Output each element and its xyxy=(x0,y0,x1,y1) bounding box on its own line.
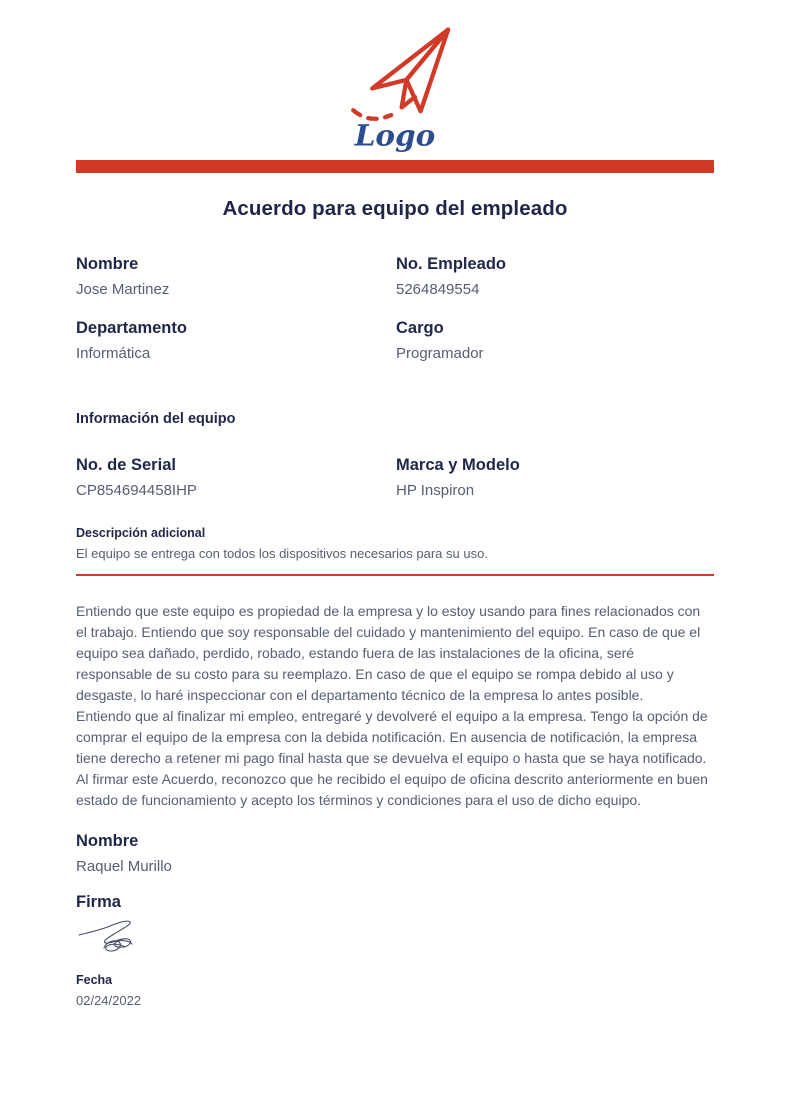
field-value: HP Inspiron xyxy=(396,482,475,499)
field-marca-modelo xyxy=(396,456,714,499)
agreement-paragraph: Al firmar este Acuerdo, reconozco que he recibido el equipo de oficina descrito anteriormente en buen estado de funcionamiento y acepto los términos y condiciones para el uso de dicho equipo. xyxy=(76,771,708,808)
page-title: Acuerdo para equipo del empleado xyxy=(222,197,568,220)
description-value: El equipo se entrega con todos los dispositivos necesarios para su uso. xyxy=(76,546,488,561)
signer-name-label: Nombre xyxy=(76,832,139,850)
fecha-label: Fecha xyxy=(76,973,113,987)
section-heading-equipo: Información del equipo xyxy=(76,411,236,427)
field-departamento xyxy=(76,319,396,362)
field-value: 5264849554 xyxy=(396,281,480,298)
agreement-paragraph: Entiendo que este equipo es propiedad de la empresa y lo estoy usando para fines relacionados con el trabajo. Entiendo que soy responsable del cuidado y mantenimiento del equipo. En caso de que el equipo sea dañado, perdido, robado, estando fuera de las instalaciones de la oficina, seré responsable de su costo para su reemplazo. En caso de que el equipo se rompa debido al uso y desgaste, lo haré inspeccionar con el departamento técnico de la empresa lo antes posible. xyxy=(76,603,701,703)
logo-text: Logo xyxy=(354,117,436,152)
employee-fields xyxy=(76,255,714,362)
accent-bar xyxy=(76,160,714,173)
field-value: Programador xyxy=(396,345,484,362)
paper-plane-icon xyxy=(319,22,471,152)
red-divider xyxy=(76,574,714,576)
field-label: Marca y Modelo xyxy=(396,456,520,474)
field-cargo xyxy=(396,319,714,362)
description-block xyxy=(76,526,714,561)
signer-name-value: Raquel Murillo xyxy=(76,858,172,875)
field-value: Informática xyxy=(76,345,151,362)
field-no-empleado xyxy=(396,255,714,298)
field-serial xyxy=(76,456,396,499)
logo xyxy=(0,0,790,152)
field-label: No. de Serial xyxy=(76,456,176,474)
signature-scribble xyxy=(78,919,146,953)
fecha-value: 02/24/2022 xyxy=(76,993,142,1008)
description-label: Descripción adicional xyxy=(76,526,206,540)
agreement-paragraph: Entiendo que al finalizar mi empleo, entregaré y devolveré el equipo a la empresa. Tengo la opción de comprar el equipo de la empresa con la debida notificación. En ausencia de notificación, la empresa tiene derecho a retener mi pago final hasta que se devuelva el equipo o hasta que se haya notificado. xyxy=(76,708,708,766)
field-label: Departamento xyxy=(76,319,187,337)
field-label: No. Empleado xyxy=(396,255,507,273)
field-label: Nombre xyxy=(76,255,139,273)
field-nombre xyxy=(76,255,396,298)
field-value: CP854694458IHP xyxy=(76,482,197,499)
equipment-fields xyxy=(76,456,714,499)
firma-label: Firma xyxy=(76,893,121,911)
agreement-text xyxy=(76,601,714,811)
field-value: Jose Martinez xyxy=(76,281,170,298)
field-label: Cargo xyxy=(396,319,444,337)
